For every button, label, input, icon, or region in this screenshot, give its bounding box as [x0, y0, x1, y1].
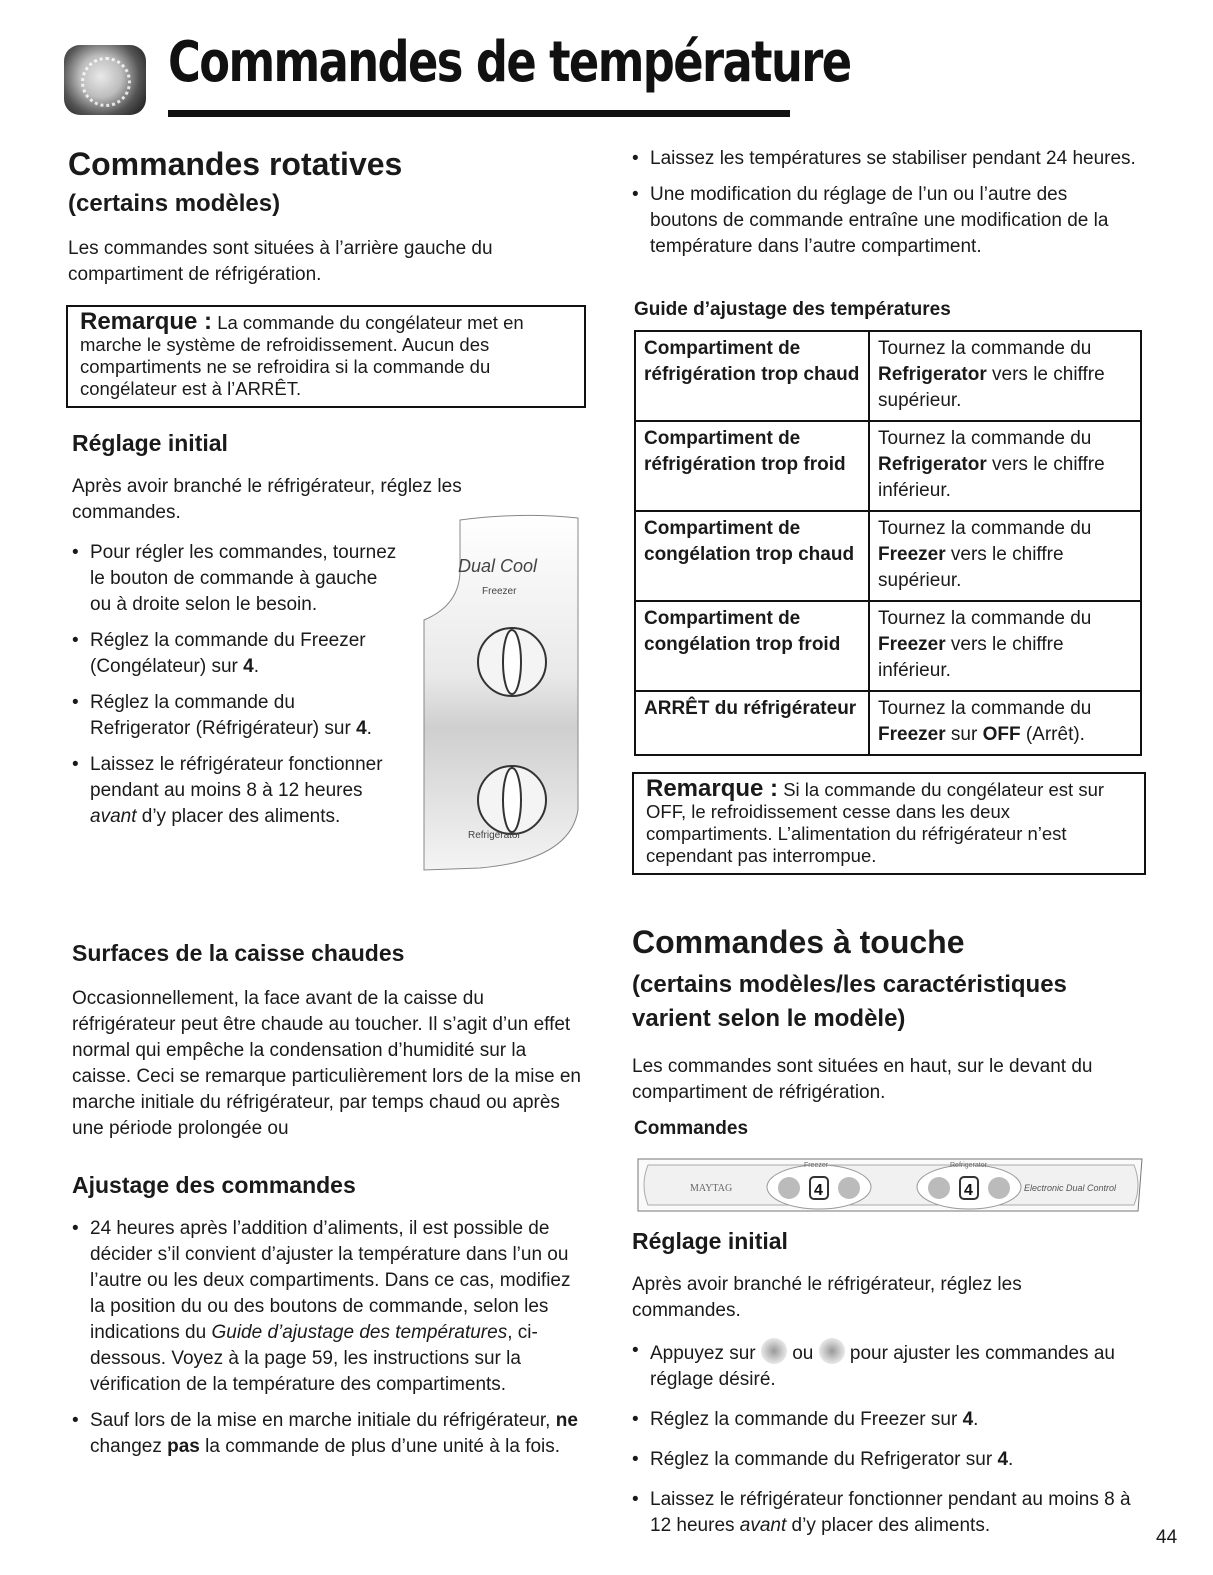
- dual-cool-dial-illustration: [420, 510, 580, 880]
- list-item: • Appuyez sur ou pour ajuster les commandes au réglage désiré.: [630, 1338, 1150, 1393]
- note-box-off: [632, 772, 1146, 875]
- paragraph-warm-surfaces: Occasionnellement, la face avant de la caisse du réfrigérateur peut être chaude au toucher. Il s’agit d’un effet normal qui empêche la condensation d’humidité sur la caisse. Ceci se remarque particulièrement lors de la mise en marche initiale du réfrigérateur, par temps chaud ou après une période prolongée ou: [72, 988, 581, 1139]
- list-initial-steps: [70, 540, 400, 830]
- paragraph-initial: Après avoir branché le réfrigérateur, réglez les commandes.: [72, 476, 462, 523]
- list-item: • Laissez les températures se stabiliser pendant 24 heures.: [630, 146, 1140, 172]
- note-label: Remarque :: [646, 775, 779, 802]
- refrigerator-up-button: [988, 1177, 1010, 1199]
- paragraph-touch-location: Les commandes sont situées en haut, sur le devant du compartiment de réfrigération.: [632, 1056, 1093, 1103]
- refrigerator-display: 4: [964, 1182, 973, 1199]
- list-item: • Laissez le réfrigérateur fonctionner pendant au moins 8 à 12 heures avant d’y placer des aliments.: [630, 1487, 1150, 1539]
- table-row: Compartiment de congélation trop froid Tournez la commande du Freezer vers le chiffre inférieur.: [635, 601, 1141, 691]
- refrigerator-panel-label: Refrigerator: [950, 1162, 987, 1169]
- list-item: • Réglez la commande du Refrigerator sur 4.: [630, 1447, 1150, 1473]
- dial-brand-label: Dual Cool: [458, 556, 538, 576]
- page-number: 44: [1156, 1527, 1178, 1548]
- panel-label: Electronic Dual Control: [1024, 1183, 1117, 1193]
- freezer-display: 4: [814, 1182, 823, 1199]
- list-touch-steps: [630, 1338, 1150, 1539]
- list-item: • Réglez la commande du Freezer sur 4.: [630, 1407, 1150, 1433]
- paragraph-initial-2: Après avoir branché le réfrigérateur, réglez les commandes.: [632, 1274, 1022, 1321]
- up-button-icon: [819, 1338, 845, 1364]
- note-label: Remarque :: [80, 308, 213, 335]
- table-row: Compartiment de réfrigération trop chaud Tournez la commande du Refrigerator vers le chiffre supérieur.: [635, 331, 1141, 421]
- list-item: • Réglez la commande du Freezer (Congélateur) sur 4.: [70, 628, 400, 680]
- heading-rotary-controls: Commandes rotatives: [68, 146, 403, 182]
- heading-adjusting-controls: Ajustage des commandes: [72, 1172, 356, 1198]
- table-row: ARRÊT du réfrigérateur Tournez la commande du Freezer sur OFF (Arrêt).: [635, 691, 1141, 755]
- note-box-freezer: [66, 305, 586, 408]
- note-text: La commande du congélateur met en marche le système de refroidissement. Aucun des compartiments ne se refroidira si la commande du congélateur est à l’ARRÊT.: [80, 312, 524, 399]
- paragraph-location: Les commandes sont situées à l’arrière gauche du compartiment de réfrigération.: [68, 238, 493, 285]
- heading-initial-setting: Réglage initial: [72, 430, 228, 456]
- freezer-up-button: [838, 1177, 860, 1199]
- note-text: Si la commande du congélateur est sur OFF, le refroidissement cesse dans les deux compartiments. L’alimentation du réfrigérateur n’est cependant pas interrompue.: [646, 779, 1105, 866]
- guide-title: Guide d’ajustage des températures: [634, 299, 951, 320]
- freezer-panel-label: Freezer: [804, 1162, 829, 1169]
- freezer-down-button: [778, 1177, 800, 1199]
- list-adjust: [70, 1216, 582, 1460]
- heading-warm-surfaces: Surfaces de la caisse chaudes: [72, 940, 405, 966]
- list-item: • Sauf lors de la mise en marche initiale du réfrigérateur, ne changez pas la commande de plus d’une unité à la fois.: [70, 1408, 582, 1460]
- controls-label: Commandes: [634, 1118, 749, 1139]
- table-row: Compartiment de réfrigération trop froid Tournez la commande du Refrigerator vers le chiffre inférieur.: [635, 421, 1141, 511]
- electronic-control-panel-illustration: [634, 1155, 1144, 1215]
- list-item: • Pour régler les commandes, tournez le bouton de commande à gauche ou à droite selon le besoin.: [70, 540, 400, 618]
- page-title: Commandes de température: [168, 30, 851, 95]
- list-item: • Réglez la commande du Refrigerator (Réfrigérateur) sur 4.: [70, 690, 400, 742]
- freezer-dial-label: Freezer: [482, 586, 517, 597]
- list-stabilize: [630, 146, 1140, 260]
- brand-logo: MAYTAG: [690, 1183, 733, 1194]
- list-item: • Laissez le réfrigérateur fonctionner pendant au moins 8 à 12 heures avant d’y placer des aliments.: [70, 752, 400, 830]
- list-item: • Une modification du réglage de l’un ou l’autre des boutons de commande entraîne une modification de la température dans l’autre compartiment.: [630, 182, 1140, 260]
- refrigerator-down-button: [928, 1177, 950, 1199]
- title-underline: [168, 110, 790, 117]
- list-item: • 24 heures après l’addition d’aliments, il est possible de décider s’il convient d’ajuster la température dans l’un ou l’autre ou les deux compartiments. Dans ce cas, modifiez la position du ou des boutons de commande, selon les indications du Guide d’ajustage des températures, ci-dessous. Voyez à la page 59, les instructions sur la vérification de la température des compartiments.: [70, 1216, 582, 1398]
- table-row: Compartiment de congélation trop chaud Tournez la commande du Freezer vers le chiffre supérieur.: [635, 511, 1141, 601]
- subheading-touch-models: (certains modèles/les caractéristiques varient selon le modèle): [632, 971, 1067, 1032]
- down-button-icon: [761, 1338, 787, 1364]
- temperature-adjustment-table: [634, 330, 1142, 756]
- refrigerator-dial-label: Refrigerator: [468, 830, 521, 841]
- control-dial-icon: [64, 45, 146, 115]
- heading-touch-controls: Commandes à touche: [632, 924, 965, 960]
- heading-initial-setting-2: Réglage initial: [632, 1228, 788, 1254]
- subheading-some-models: (certains modèles): [68, 190, 281, 217]
